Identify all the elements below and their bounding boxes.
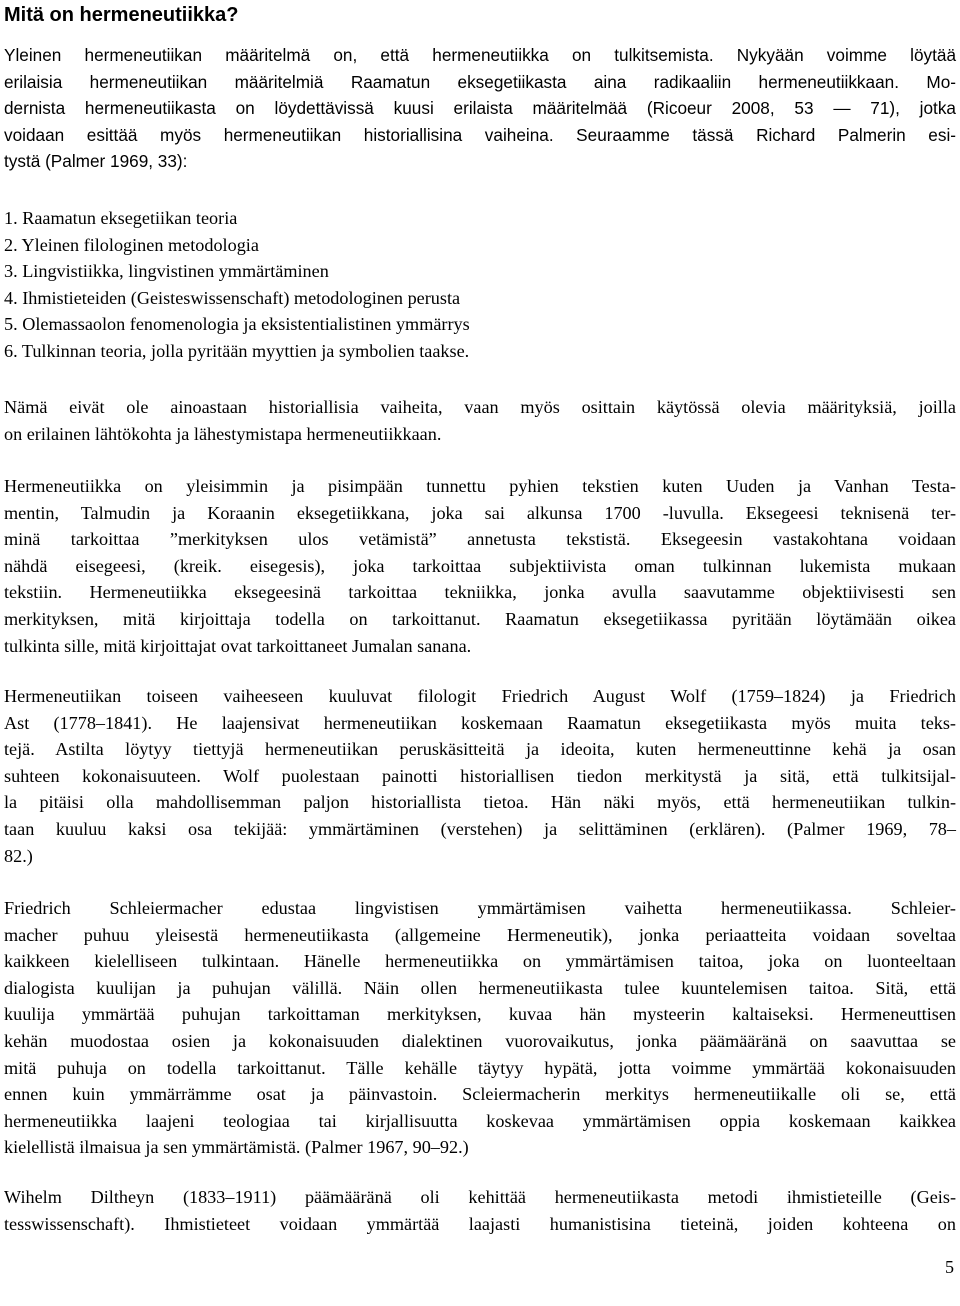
list-item: 5. Olemassaolon fenomenologia ja eksistentialistinen ymmärrys xyxy=(4,314,470,335)
text-line: taan kuuluu kaksi osa tekijää: ymmärtäminen (verstehen) ja selittäminen (erklären). (Palmer 1969, 78– xyxy=(4,818,956,839)
paragraph-6 xyxy=(4,1184,956,1237)
text-line: kaikkeen kielelliseen tulkintaan. Hänelle hermeneutiikka on ymmärtämisen taitoa, joka on luonteeltaan xyxy=(4,951,956,972)
text-line: Hermeneutiikka on yleisimmin ja pisimpään tunnettu pyhien tekstien kuten Uuden ja Vanhan Testa- xyxy=(4,476,956,496)
text-line: dialogista kuulijan ja puhujan välillä. Näin ollen hermeneutiikasta tulee kuuntelemisen taitoa. Sitä, että xyxy=(4,977,956,998)
list-item: 3. Lingvistiikka, lingvistinen ymmärtäminen xyxy=(4,261,329,282)
text-line: suhteen kokonaisuuteen. Wolf puolestaan painotti historiallisen tiedon merkitystä ja sitä, että tulkitsijal- xyxy=(4,765,956,786)
text-line: voidaan esittää myös hermeneutiikan historiallisina vaiheina. Seuraamme tässä Richard Palmerin esi- xyxy=(4,124,956,145)
text-line: 82.) xyxy=(4,845,33,866)
text-line: on erilainen lähtökohta ja lähestymistapa hermeneutiikkaan. xyxy=(4,423,442,444)
text-line: tekstiin. Hermeneutiikka eksegeesinä tarkoittaa tekniikka, jonka avulla saavutamme objektiivisesti sen xyxy=(4,582,956,603)
list-item: 4. Ihmistieteiden (Geisteswissenschaft) metodologinen perusta xyxy=(4,287,461,308)
text-line: ennen kuin ymmärrämme osat ja päinvastoin. Scleiermacherin merkitys hermeneutiikalle oli se, että xyxy=(4,1084,956,1105)
paragraph-3 xyxy=(4,473,956,659)
text-line: tystä (Palmer 1969, 33): xyxy=(4,151,188,172)
page-title: Mitä on hermeneutiikka? xyxy=(4,4,239,26)
list-item: 6. Tulkinnan teoria, jolla pyritään myyttien ja symbolien taakse. xyxy=(4,340,470,361)
text-line: kielellistä ilmaisua ja sen ymmärtämistä. (Palmer 1967, 90–92.) xyxy=(4,1137,469,1158)
text-line: macher puhuu yleisestä hermeneutiikasta (allgemeine Hermeneutik), jonka periaatteita voidaan soveltaa xyxy=(4,924,956,945)
text-line: merkityksen, mitä kirjoittaja todella on tarkoittanut. Raamatun eksegetiikassa pyritään löytämään oikea xyxy=(4,608,956,629)
text-line: nähdä eisegeesi, (kreik. eisegesis), joka tarkoittaa subjektiivista oman tulkinnan lukemista mukaan xyxy=(4,555,956,576)
list-item: 1. Raamatun eksegetiikan teoria xyxy=(4,208,238,228)
text-line: mentin, Talmudin ja Koraanin eksegetiikkana, joka sai alkunsa 1700 -luvulla. Eksegeesi teknisenä ter- xyxy=(4,502,956,523)
text-line: Ast (1778–1841). He laajensivat hermeneutiikan koskemaan Raamatun eksegetiikasta myös muita teks- xyxy=(4,712,956,733)
text-line: Nämä eivät ole ainoastaan historiallisia vaiheita, vaan myös osittain käytössä olevia määrityksiä, joilla xyxy=(4,397,956,417)
paragraph-5 xyxy=(4,895,956,1161)
list-item: 2. Yleinen filologinen metodologia xyxy=(4,234,259,255)
page-number: 5 xyxy=(945,1257,954,1277)
text-line: kehän muodostaa osien ja kokonaisuuden dialektinen vuorovaikutus, jonka päämääränä on saavuttaa se xyxy=(4,1030,956,1051)
text-line: Friedrich Schleiermacher edustaa lingvistisen ymmärtämisen vaihetta hermeneutiikassa. Schleier- xyxy=(4,898,956,918)
text-line: tesswissenschaft). Ihmistieteet voidaan ymmärtää laajasti humanistisina tieteinä, joiden kohteena on xyxy=(4,1213,956,1234)
text-line: tejä. Astilta löytyy tiettyjä hermeneutiikan peruskäsitteitä ja ideoita, kuten hermeneuttinne kehä ja osan xyxy=(4,739,956,760)
text-line: erilaisia hermeneutiikan määritelmiä Raamatun eksegetiikasta aina radikaaliin hermeneutiikkaan. Mo- xyxy=(4,71,956,92)
text-line: minä tarkoittaa ”merkityksen ulos vetämistä” annetusta tekstistä. Eksegeesin vastakohtana voidaan xyxy=(4,529,956,550)
text-line: dernista hermeneutiikasta on löydettävissä kuusi erilaista määritelmää (Ricoeur 2008, 53 — 71), jotka xyxy=(4,98,956,119)
text-line: Yleinen hermeneutiikan määritelmä on, että hermeneutiikka on tulkitsemista. Nykyään voimme löytää xyxy=(4,45,956,65)
text-line: mitä puhuja on todella tarkoittanut. Tälle kehälle täytyy hypätä, jotta voimme ymmärtää kokonaisuuden xyxy=(4,1057,956,1078)
text-line: hermeneutiikka laajeni teologiaa tai kirjallisuutta koskevaa ymmärtämisen oppia koskemaan kaikkea xyxy=(4,1110,956,1131)
text-line: kuulija ymmärtää puhujan tarkoittaman merkityksen, kuvaa hän mysteerin kaltaiseksi. Hermeneuttisen xyxy=(4,1004,956,1025)
intro-paragraph xyxy=(4,42,956,175)
text-line: la pitäisi olla mahdollisemman paljon historiallista tietoa. Hän näki myös, että hermeneutiikan tulkin- xyxy=(4,792,956,813)
text-line: Wihelm Diltheyn (1833–1911) päämääränä oli kehittää hermeneutiikasta metodi ihmistieteille (Geis- xyxy=(4,1187,956,1207)
paragraph-4 xyxy=(4,683,956,869)
definition-list xyxy=(4,205,470,365)
text-line: tulkinta sille, mitä kirjoittajat ovat tarkoittaneet Jumalan sanana. xyxy=(4,635,472,656)
text-line: Hermeneutiikan toiseen vaiheeseen kuuluvat filologit Friedrich August Wolf (1759–1824) ja Friedrich xyxy=(4,686,956,706)
paragraph-2 xyxy=(4,394,956,447)
